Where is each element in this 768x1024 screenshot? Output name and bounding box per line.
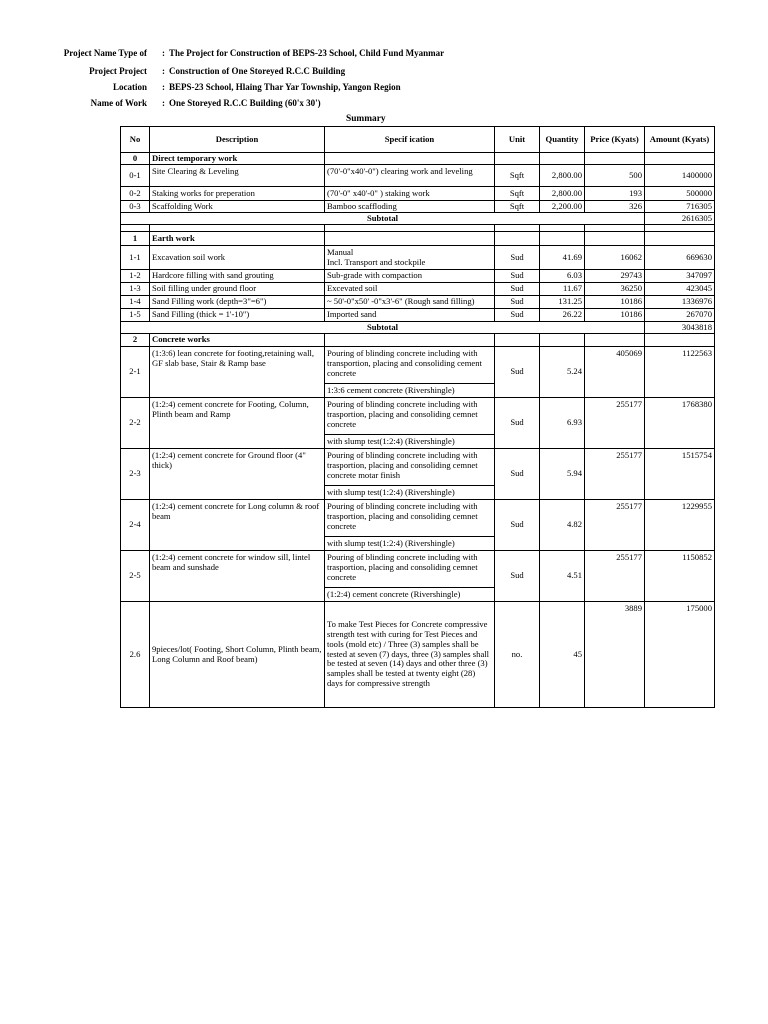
item-no: 2-1	[121, 347, 150, 398]
item-amount: 1229955	[645, 500, 715, 551]
item-price: 405069	[585, 347, 645, 398]
item-specification	[325, 246, 495, 270]
item-description: Excavation soil work	[150, 246, 325, 270]
spec-line: Incl. Transport and stockpile	[327, 256, 426, 267]
item-quantity: 45	[540, 602, 585, 708]
col-description: Description	[150, 127, 325, 153]
item-price: 255177	[585, 449, 645, 500]
item-quantity: 5.24	[540, 347, 585, 398]
item-quantity: 4.82	[540, 500, 585, 551]
item-no: 0-2	[121, 187, 150, 201]
item-price: 10186	[585, 296, 645, 309]
item-quantity: 6.03	[540, 270, 585, 283]
item-description: Hardcore filling with sand grouting	[150, 270, 325, 283]
item-unit: Sud	[495, 283, 540, 296]
item-specification: Bamboo scaffloding	[325, 201, 495, 213]
item-description: Scaffolding Work	[150, 201, 325, 213]
table-row	[121, 165, 715, 187]
item-description: Sand Filling work (depth=3"=6")	[150, 296, 325, 309]
table-row	[121, 187, 715, 201]
item-price: 255177	[585, 398, 645, 449]
header-location	[0, 80, 768, 94]
item-price: 29743	[585, 270, 645, 283]
item-description: 9pieces/lot( Footing, Short Column, Plinth beam, Long Column and Roof beam)	[150, 602, 325, 708]
item-no: 1-4	[121, 296, 150, 309]
section-title: Concrete works	[150, 334, 325, 347]
colon: :	[162, 82, 165, 92]
section-header-row	[121, 334, 715, 347]
subtotal-label: Subtotal	[121, 213, 645, 225]
item-amount: 267070	[645, 309, 715, 322]
section-no: 2	[121, 334, 150, 347]
item-amount: 175000	[645, 602, 715, 708]
item-description: (1:2:4) cement concrete for Ground floor (4" thick)	[150, 449, 325, 500]
item-amount: 1336976	[645, 296, 715, 309]
col-no: No	[121, 127, 150, 153]
item-no: 0-1	[121, 165, 150, 187]
item-no: 1-3	[121, 283, 150, 296]
item-specification-detail: with slump test(1:2:4) (Rivershingle)	[325, 537, 495, 551]
subtotal-value: 2616305	[645, 213, 715, 225]
item-no: 2.6	[121, 602, 150, 708]
item-price: 193	[585, 187, 645, 201]
item-unit: Sud	[495, 309, 540, 322]
spacer-row	[121, 225, 715, 232]
item-specification: (70'-0" x40'-0" ) staking work	[325, 187, 495, 201]
table-row	[121, 551, 715, 588]
item-amount: 1768380	[645, 398, 715, 449]
header-project	[0, 64, 768, 78]
table-row	[121, 347, 715, 384]
item-no: 2-2	[121, 398, 150, 449]
item-specification-detail: with slump test(1:2:4) (Rivershingle)	[325, 486, 495, 500]
item-no: 2-4	[121, 500, 150, 551]
table-row	[121, 246, 715, 270]
work-value: One Storeyed R.C.C Building (60'x 30')	[169, 98, 321, 108]
table-row	[121, 500, 715, 537]
table-row	[121, 296, 715, 309]
col-price: Price (Kyats)	[585, 127, 645, 153]
table-row	[121, 270, 715, 283]
section-no: 1	[121, 232, 150, 246]
col-unit: Unit	[495, 127, 540, 153]
section-title: Earth work	[150, 232, 325, 246]
item-unit: Sqft	[495, 187, 540, 201]
item-quantity: 2,200.00	[540, 201, 585, 213]
item-description: (1:3:6) lean concrete for footing,retaining wall, GF slab base, Stair & Ramp base	[150, 347, 325, 398]
item-quantity: 5.94	[540, 449, 585, 500]
item-quantity: 4.51	[540, 551, 585, 602]
header-name-of-work	[0, 96, 768, 110]
item-specification: Imported sand	[325, 309, 495, 322]
colon: :	[162, 98, 165, 108]
item-quantity: 6.93	[540, 398, 585, 449]
item-specification: Pouring of blinding concrete including with trasportion, placing and consoliding cemnet concrete motar finish	[325, 449, 495, 486]
item-amount: 423045	[645, 283, 715, 296]
project-value: Construction of One Storeyed R.C.C Building	[169, 66, 346, 76]
table-row	[121, 201, 715, 213]
item-description: Staking works for preperation	[150, 187, 325, 201]
item-price: 326	[585, 201, 645, 213]
col-amount: Amount (Kyats)	[645, 127, 715, 153]
colon: :	[162, 48, 165, 58]
item-unit: Sud	[495, 347, 540, 398]
table-row	[121, 283, 715, 296]
item-price: 36250	[585, 283, 645, 296]
item-specification: Sub-grade with compaction	[325, 270, 495, 283]
item-specification-detail: (1:2:4) cement concrete (Rivershingle)	[325, 588, 495, 602]
table-row	[121, 602, 715, 708]
item-unit: Sud	[495, 296, 540, 309]
table-header-row	[121, 127, 715, 153]
spec-line: Manual	[327, 246, 354, 257]
item-specification-detail: with slump test(1:2:4) (Rivershingle)	[325, 435, 495, 449]
item-no: 0-3	[121, 201, 150, 213]
item-amount: 1515754	[645, 449, 715, 500]
item-specification: Pouring of blinding concrete including with transportion, placing and consoliding cement concrete	[325, 347, 495, 384]
item-amount: 1122563	[645, 347, 715, 398]
item-price: 16062	[585, 246, 645, 270]
item-amount: 347097	[645, 270, 715, 283]
item-unit: Sqft	[495, 165, 540, 187]
item-amount: 500000	[645, 187, 715, 201]
table-row	[121, 398, 715, 435]
item-amount: 716305	[645, 201, 715, 213]
item-price: 10186	[585, 309, 645, 322]
table-row	[121, 309, 715, 322]
section-header-row	[121, 232, 715, 246]
item-unit: Sud	[495, 551, 540, 602]
item-specification: Pouring of blinding concrete including with trasportion, placing and consoliding cemnet concrete	[325, 551, 495, 588]
item-no: 2-5	[121, 551, 150, 602]
item-no: 1-2	[121, 270, 150, 283]
item-price: 3889	[585, 602, 645, 708]
item-description: (1:2:4) cement concrete for Footing, Column, Plinth beam and Ramp	[150, 398, 325, 449]
item-amount: 1150852	[645, 551, 715, 602]
item-quantity: 11.67	[540, 283, 585, 296]
item-specification-detail: 1:3:6 cement concrete (Rivershingle)	[325, 384, 495, 398]
subtotal-label: Subtotal	[121, 322, 645, 334]
item-price: 255177	[585, 500, 645, 551]
section-title: Direct temporary work	[150, 153, 325, 165]
summary-table	[120, 126, 715, 708]
item-quantity: 131.25	[540, 296, 585, 309]
subtotal-value: 3043818	[645, 322, 715, 334]
location-value: BEPS-23 School, Hlaing Thar Yar Township, Yangon Region	[169, 82, 401, 92]
item-unit: Sud	[495, 398, 540, 449]
item-specification: ~ 50'-0"x50' -0"x3'-6" (Rough sand filling)	[325, 296, 495, 309]
item-quantity: 2,800.00	[540, 165, 585, 187]
item-no: 2-3	[121, 449, 150, 500]
item-description: Sand Filling (thick = 1'-10")	[150, 309, 325, 322]
project-label: Project Project	[89, 66, 147, 76]
header-project-name	[0, 46, 768, 60]
item-amount: 1400000	[645, 165, 715, 187]
project-name-value: The Project for Construction of BEPS-23 School, Child Fund Myanmar	[169, 48, 445, 58]
item-unit: Sud	[495, 270, 540, 283]
item-specification: Excevated soil	[325, 283, 495, 296]
col-quantity: Quantity	[540, 127, 585, 153]
item-description: Site Clearing & Leveling	[150, 165, 325, 187]
item-description: Soil filling under ground floor	[150, 283, 325, 296]
item-quantity: 26.22	[540, 309, 585, 322]
item-no: 1-5	[121, 309, 150, 322]
item-price: 500	[585, 165, 645, 187]
item-specification: To make Test Pieces for Concrete compressive strength test with curing for Test Pieces and tools (mold etc) / Three (3) samples shall be tested at seven (7) days, three (3) samples shall be tested at seven (14) days and other three (3) samples shall be tested at twenty eight (28) days for compressive strength	[325, 602, 495, 708]
item-amount: 669630	[645, 246, 715, 270]
section-header-row	[121, 153, 715, 165]
item-unit: no.	[495, 602, 540, 708]
subtotal-row	[121, 322, 715, 334]
item-specification: Pouring of blinding concrete including with trasportion, placing and consoliding cemnet concrete	[325, 398, 495, 435]
col-specification: Specif ication	[325, 127, 495, 153]
item-quantity: 2,800.00	[540, 187, 585, 201]
item-unit: Sud	[495, 246, 540, 270]
item-no: 1-1	[121, 246, 150, 270]
item-quantity: 41.69	[540, 246, 585, 270]
colon: :	[162, 66, 165, 76]
item-unit: Sud	[495, 449, 540, 500]
item-unit: Sqft	[495, 201, 540, 213]
item-unit: Sud	[495, 500, 540, 551]
item-price: 255177	[585, 551, 645, 602]
section-no: 0	[121, 153, 150, 165]
summary-title: Summary	[346, 114, 386, 124]
item-specification: Pouring of blinding concrete including with trasportion, placing and consoliding cemnet concrete	[325, 500, 495, 537]
item-description: (1:2:4) cement concrete for Long column & roof beam	[150, 500, 325, 551]
work-label: Name of Work	[90, 98, 147, 108]
item-specification: (70'-0"x40'-0") clearing work and leveling	[325, 165, 495, 187]
item-description: (1:2:4) cement concrete for window sill, lintel beam and sunshade	[150, 551, 325, 602]
table-row	[121, 449, 715, 486]
project-name-label: Project Name Type of	[63, 48, 147, 58]
location-label: Location	[112, 82, 147, 92]
subtotal-row	[121, 213, 715, 225]
